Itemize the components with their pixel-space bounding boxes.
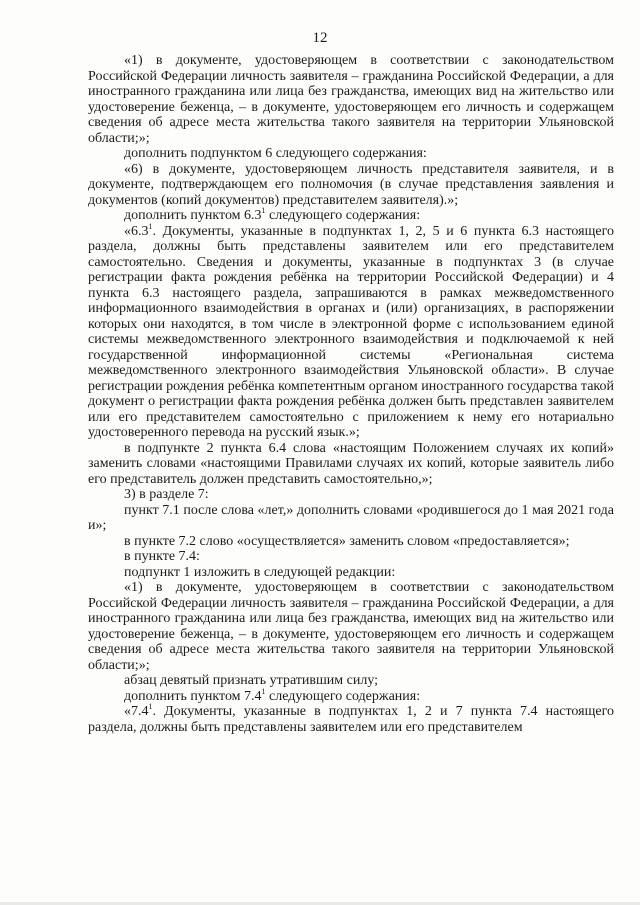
paragraph-text-start: «6.3 (124, 223, 149, 239)
paragraph-subpoint-1-new-wording: подпункт 1 изложить в следующей редакции: (124, 564, 396, 580)
page-number: 12 (312, 30, 328, 46)
paragraph-subpoint-1-text-repeat: «1) в документе, удостоверяющем в соответствии с законодательством Российской Федерации личность заявителя – гражданина Российской Федерации, а для иностранного гражданина или лица без гражданства, имеющих вид на жительство или удостоверение беженца, – в документе, удостоверяющем его личность и содержащем сведения об адресе места жительства такого заявителя на территории Ульяновской области;»; (88, 580, 614, 673)
paragraph-text-start: «7.4 (124, 704, 149, 719)
paragraph-point-7-4-1-text (88, 704, 614, 735)
paragraph-text-end: . Документы, указанные в подпунктах 1, 2 и 7 пункта 7.4 настоящего раздела, должны быть представлены заявителем или его представителем (88, 704, 614, 735)
paragraph-text-end: . Документы, указанные в подпунктах 1, 2, 5 и 6 пункта 6.3 настоящего раздела, должны быть представлены заявителем или его представителем самостоятельно. Сведения и документы, указанные в подпунктах 3 (в случае регистрации факта рождения ребёнка на территории Российской Федерации) и 4 пункта 6.3 настоящего раздела, запрашиваются в рамках межведомственного информационного взаимодействия в органах и (или) организациях, в распоряжении которых они находятся, в том числе в электронной форме с использованием единой системы межведомственного электронного взаимодействия и подключаемой к ней государственной информационной системы «Региональная система межведомственного электронного взаимодействия Ульяновской области». В случае регистрации рождения ребёнка компетентным органом иностранного государства такой документ о регистрации факта рождения ребёнка должен быть представлен заявителем или его представителем самостоятельно с приложением к нему его нотариально удостоверенного перевода на русский язык.»; (88, 223, 614, 440)
paragraph-text-start: дополнить пунктом 6.3 (124, 208, 262, 223)
superscript-index: 1 (261, 206, 266, 215)
paragraph-point-7-1-amendment: пункт 7.1 после слова «лет,» дополнить словами «родившегося до 1 мая 2021 года и»; (88, 502, 614, 533)
paragraph-subpoint-6-text: «6) в документе, удостоверяющем личность представителя заявителя, и в документе, подтверждающем его полномочия (в случае представления заявления и документов (копий документов) представителем заявителя).»; (88, 161, 614, 208)
paragraph-add-point-6-3-1 (88, 208, 614, 224)
superscript-index: 1 (261, 686, 266, 696)
paragraph-text-end: следующего содержания: (265, 208, 421, 223)
paragraph-section-7-heading: 3) в разделе 7: (124, 487, 209, 502)
paragraph-point-6-4-amendment: в подпункте 2 пункта 6.4 слова «настоящим Положением случаях их копий» заменить словами «настоящими Правилами случаях их копий, которые заявитель либо его представитель должен представить самостоятельно,»; (88, 440, 614, 487)
paragraph-text-start: дополнить пунктом 7.4 (124, 688, 262, 704)
paragraph-ninth-abzac-void: абзац девятый признать утратившим силу; (124, 673, 379, 688)
paragraph-subpoint-1-text: «1) в документе, удостоверяющем в соответствии с законодательством Российской Федерации личность заявителя – гражданина Российской Федерации, а для иностранного гражданина или лица без гражданства, имеющих вид на жительство или удостоверение беженца, – в документе, удостоверяющем его личность и содержащем сведения об адресе места жительства такого заявителя на территории Ульяновской области;»; (88, 53, 614, 146)
superscript-index: 1 (148, 702, 153, 711)
paragraph-point-6-3-1-text (88, 221, 614, 441)
superscript-index: 1 (148, 221, 153, 231)
paragraph-add-subpoint-6: дополнить подпунктом 6 следующего содержания: (124, 146, 427, 161)
paragraph-point-7-4-heading: в пункте 7.4: (124, 549, 200, 564)
document-body (88, 53, 614, 735)
paragraph-add-point-7-4-1 (88, 686, 614, 705)
paragraph-point-7-2-amendment: в пункте 7.2 слово «осуществляется» заменить словом «предоставляется»; (124, 533, 570, 549)
paragraph-text-end: следующего содержания: (265, 688, 421, 704)
